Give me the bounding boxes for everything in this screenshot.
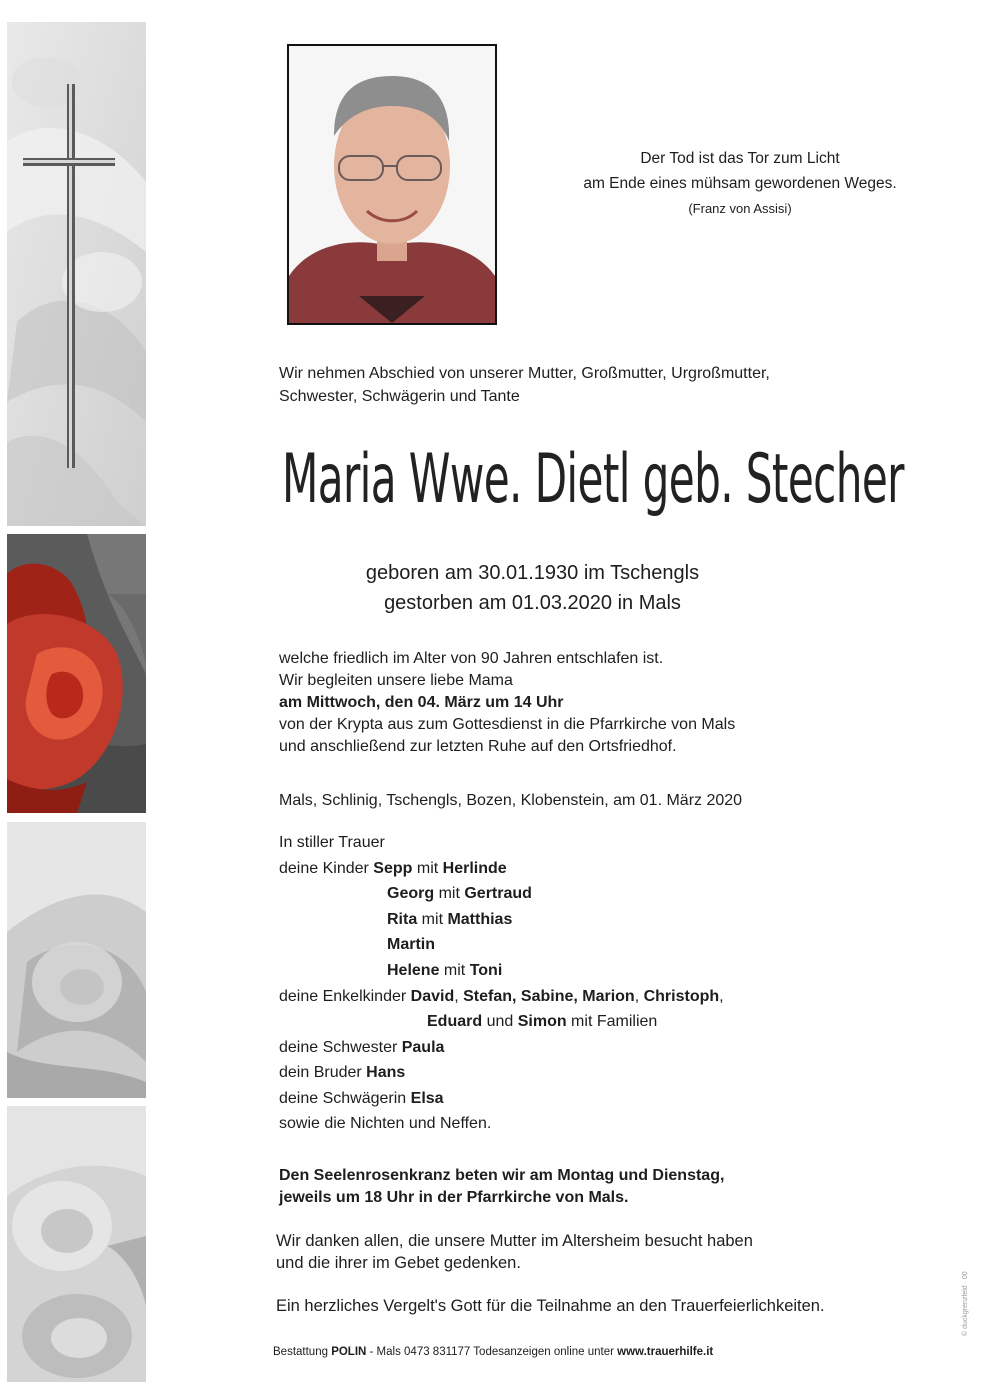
intro-text <box>279 362 770 408</box>
gray-rose-panel-bottom <box>7 1106 146 1382</box>
announcement-line: und anschließend zur letzten Ruhe auf den Ortsfriedhof. <box>279 738 677 755</box>
announcement-line: von der Krypta aus zum Gottesdienst in die Pfarrkirche von Mals <box>279 716 736 733</box>
printer-code: © duckgrenzfeld · 00 <box>962 1271 969 1336</box>
child-name: Sepp <box>373 860 413 877</box>
announcement-line: welche friedlich im Alter von 90 Jahren entschlafen ist. <box>279 650 664 667</box>
footer: Bestattung POLIN - Mals 0473 831177 Todesanzeigen online unter www.trauerhilfe.it <box>273 1346 714 1358</box>
quote-block <box>540 146 940 221</box>
place-date: Mals, Schlinig, Tschengls, Bozen, Klobenstein, am 01. März 2020 <box>279 792 743 809</box>
intro-line: Wir nehmen Abschied von unserer Mutter, Großmutter, Urgroßmutter, <box>279 365 770 382</box>
child-name: Martin <box>387 936 435 953</box>
rosary-line: Den Seelenrosenkranz beten wir am Montag und Dienstag, <box>279 1167 725 1184</box>
announcement-text <box>279 648 735 758</box>
child-name: Helene <box>387 962 440 979</box>
deceased-name: Maria Wwe. Dietl geb. Stecher <box>282 440 904 519</box>
vergelts-gott-line: Ein herzliches Vergelt's Gott für die Teilnahme an den Trauerfeierlichkeiten. <box>276 1297 825 1315</box>
partner-name: Herlinde <box>442 860 507 877</box>
quote-line: Der Tod ist das Tor zum Licht <box>640 150 840 167</box>
grandchildren-row: deine Enkelkinder David, Stefan, Sabine, Marion, Christoph, <box>279 988 724 1005</box>
funeral-home-name: POLIN <box>331 1346 367 1358</box>
child-name: Georg <box>387 885 435 902</box>
children-row: Rita mit Matthias <box>387 911 513 928</box>
red-rose-image <box>7 534 146 813</box>
rose-background-gray <box>7 1106 146 1382</box>
mourners-heading: In stiller Trauer <box>279 834 385 851</box>
cross-icon <box>23 84 115 468</box>
thanks-text <box>276 1230 753 1274</box>
birth-line: geboren am 30.01.1930 im Tschengls <box>365 562 700 584</box>
children-row <box>387 935 435 955</box>
children-row: deine Kinder Sepp mit Herlinde <box>279 860 507 877</box>
children-label: deine Kinder <box>279 860 374 877</box>
red-rose-panel <box>7 534 146 813</box>
quote-source: (Franz von Assisi) <box>688 201 792 216</box>
rosary-line: jeweils um 18 Uhr in der Pfarrkirche von Mals. <box>279 1189 629 1206</box>
grandchildren-row: Eduard und Simon mit Familien <box>427 1013 658 1030</box>
portrait-image <box>289 46 495 323</box>
child-name: Rita <box>387 911 418 928</box>
funeral-date: am Mittwoch, den 04. März um 14 Uhr <box>279 694 564 711</box>
website-link[interactable]: www.trauerhilfe.it <box>617 1346 714 1358</box>
thanks-line: und die ihrer im Gebet gedenken. <box>276 1254 521 1272</box>
children-row: Helene mit Toni <box>387 962 503 979</box>
brother-row: dein Bruder Hans <box>279 1064 406 1081</box>
children-row: Georg mit Gertraud <box>387 885 532 902</box>
partner-name: Matthias <box>447 911 513 928</box>
rosary-notice <box>279 1165 724 1209</box>
partner-name: Toni <box>469 962 503 979</box>
announcement-line: Wir begleiten unsere liebe Mama <box>279 672 513 689</box>
thanks-line: Wir danken allen, die unsere Mutter im Altersheim besucht haben <box>276 1232 753 1250</box>
closing-line: sowie die Nichten und Neffen. <box>279 1115 492 1132</box>
death-line: gestorben am 01.03.2020 in Mals <box>384 592 681 614</box>
quote-line: am Ende eines mühsam gewordenen Weges. <box>583 175 897 192</box>
gray-rose-panel <box>7 822 146 1098</box>
life-dates <box>300 558 765 618</box>
partner-name: Gertraud <box>464 885 532 902</box>
intro-line: Schwester, Schwägerin und Tante <box>279 388 520 405</box>
sister-row: deine Schwester Paula <box>279 1039 445 1056</box>
cross-panel <box>7 22 146 526</box>
grandchildren-label: deine Enkelkinder <box>279 988 411 1005</box>
sister-in-law-row: deine Schwägerin Elsa <box>279 1090 444 1107</box>
rose-background-gray <box>7 822 146 1098</box>
portrait-photo <box>287 44 497 325</box>
